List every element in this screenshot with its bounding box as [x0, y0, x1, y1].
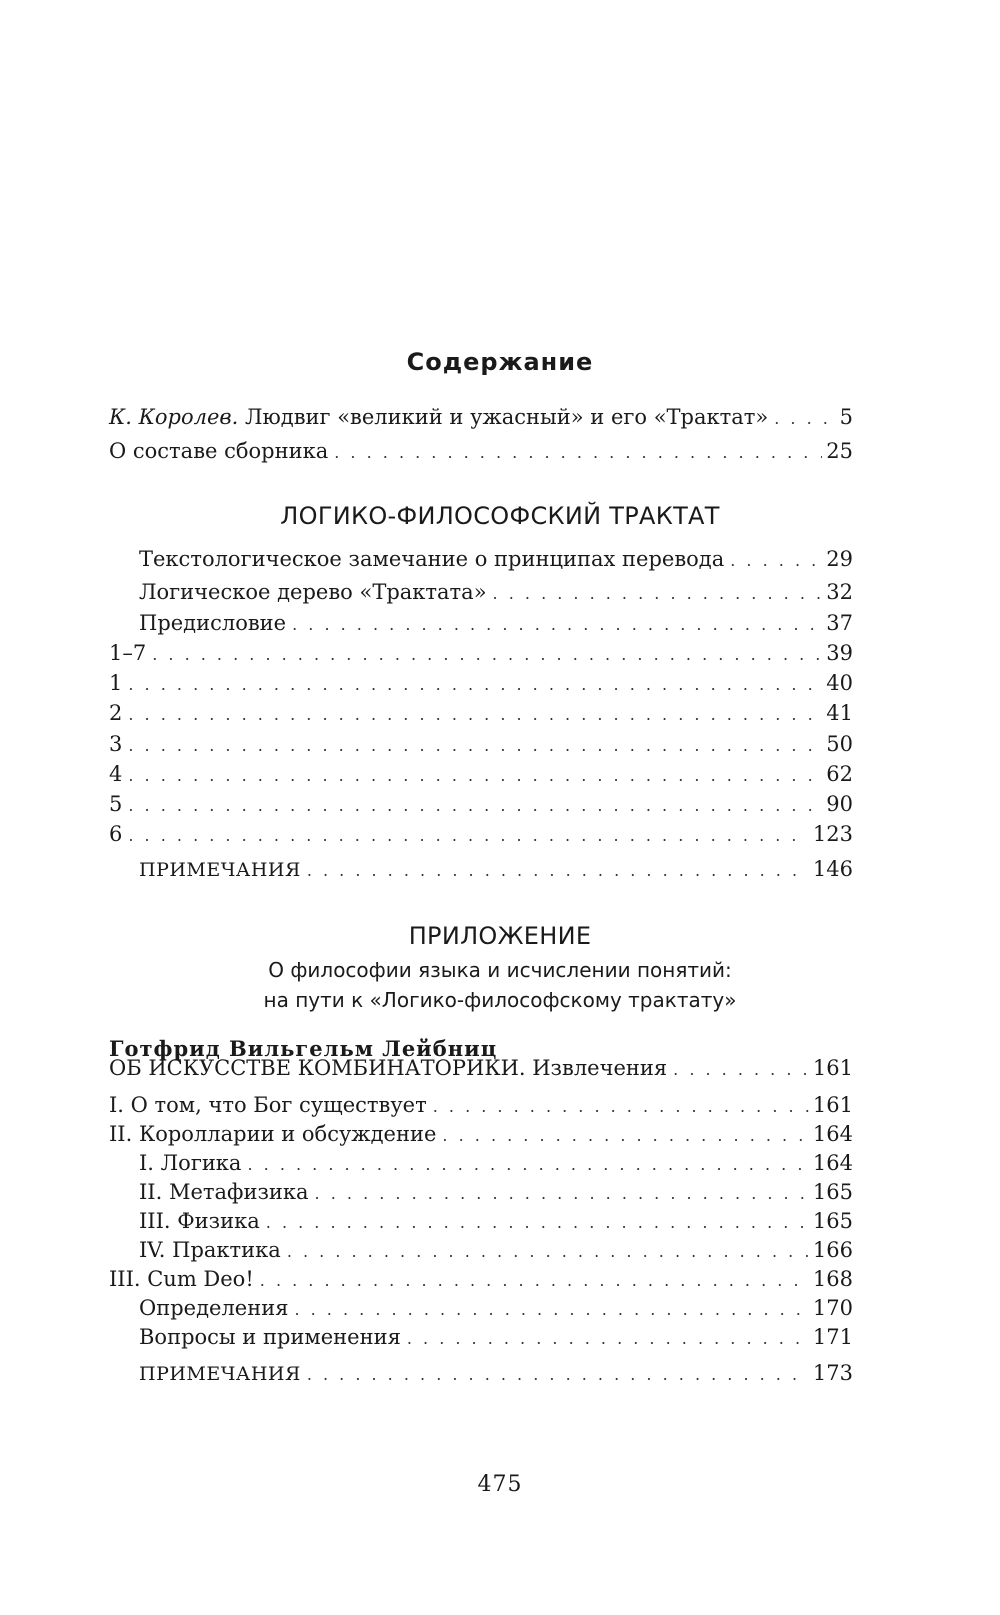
toc-title: ПРИМЕЧАНИЯ — [139, 1363, 301, 1385]
toc-title: IV. Практика — [139, 1238, 281, 1262]
page-number: 475 — [477, 1472, 523, 1497]
toc-page-number: 41 — [826, 701, 853, 725]
toc-entry — [139, 1177, 853, 1209]
leader-dots — [128, 731, 822, 761]
toc-page-number: 166 — [812, 1238, 853, 1262]
toc-title: Предисловие — [139, 611, 287, 635]
toc-entry — [109, 1119, 853, 1151]
toc-entry — [109, 789, 853, 821]
toc-page-number: 37 — [826, 611, 853, 635]
toc-title: 1 — [109, 671, 123, 695]
toc-page-number: 161 — [812, 1093, 853, 1117]
toc-page-number: 170 — [812, 1296, 853, 1320]
leader-dots — [774, 404, 835, 434]
toc-entry-notes — [139, 854, 853, 886]
toc-entry-composition — [109, 436, 853, 468]
toc-entry — [109, 668, 853, 700]
leader-dots — [260, 1266, 809, 1296]
toc-title: III. Физика — [139, 1209, 260, 1233]
page-title: Содержание — [406, 348, 594, 376]
leader-dots — [315, 1179, 809, 1209]
toc-title: 6 — [109, 822, 123, 846]
toc-page-number: 171 — [812, 1325, 853, 1349]
toc-title: II. Метафизика — [139, 1180, 309, 1204]
toc-title: I. О том, что Бог существует — [109, 1093, 427, 1117]
toc-title: 2 — [109, 701, 123, 725]
toc-entry — [139, 577, 853, 609]
toc-title: 5 — [109, 792, 123, 816]
toc-title: III. Cum Deo! — [109, 1267, 254, 1291]
toc-page-number: 161 — [812, 1056, 853, 1080]
toc-title: ПРИМЕЧАНИЯ — [139, 859, 301, 881]
toc-entry — [139, 1322, 853, 1354]
appendix-subtitle-line2: на пути к «Логико-философскому трактату» — [263, 988, 737, 1012]
toc-page-number: 168 — [812, 1267, 853, 1291]
toc-title: II. Королларии и обсуждение — [109, 1122, 437, 1146]
toc-page-number: 164 — [812, 1151, 853, 1175]
leader-dots — [247, 1150, 808, 1180]
toc-title: Определения — [139, 1296, 289, 1320]
leader-dots — [128, 821, 809, 851]
toc-title: ОБ ИСКУССТВЕ КОМБИНАТОРИКИ. Извлечения — [109, 1056, 668, 1080]
toc-entry-intro-article — [109, 402, 853, 434]
toc-entry — [109, 1264, 853, 1296]
toc-entry — [139, 1206, 853, 1238]
toc-entry — [109, 819, 853, 851]
leader-dots — [294, 1295, 808, 1325]
toc-entry — [109, 759, 853, 791]
leader-dots — [442, 1121, 808, 1151]
appendix-author: Готфрид Вильгельм Лейбниц — [109, 1036, 498, 1061]
leader-dots — [307, 1360, 809, 1390]
toc-page-number: 173 — [812, 1361, 853, 1385]
toc-author: К. Королев. — [109, 405, 239, 429]
toc-entry-notes — [139, 1358, 853, 1390]
leader-dots — [407, 1324, 809, 1354]
leader-dots — [128, 791, 822, 821]
toc-page-number: 164 — [812, 1122, 853, 1146]
toc-page-number: 165 — [812, 1209, 853, 1233]
toc-page-number: 146 — [812, 857, 853, 881]
leader-dots — [334, 438, 822, 468]
toc-title: 3 — [109, 732, 123, 756]
leader-dots — [493, 579, 823, 609]
toc-title: Вопросы и применения — [139, 1325, 401, 1349]
toc-page-number: 50 — [826, 732, 853, 756]
leader-dots — [128, 670, 822, 700]
toc-entry — [139, 1235, 853, 1267]
toc-title: Текстологическое замечание о принципах перевода — [139, 547, 725, 571]
toc-entry — [109, 1090, 853, 1122]
toc-entry — [139, 544, 853, 576]
toc-entry — [109, 1053, 853, 1085]
toc-title: Логическое дерево «Трактата» — [139, 580, 487, 604]
toc-page-number: 123 — [812, 822, 853, 846]
leader-dots — [128, 761, 822, 791]
toc-entry — [139, 1293, 853, 1325]
section-heading-tractatus: ЛОГИКО-ФИЛОСОФСКИЙ ТРАКТАТ — [280, 502, 720, 530]
section-heading-appendix: ПРИЛОЖЕНИЕ — [408, 922, 592, 950]
toc-entry — [109, 698, 853, 730]
leader-dots — [307, 856, 809, 886]
toc-page-number: 40 — [826, 671, 853, 695]
leader-dots — [292, 610, 822, 640]
leader-dots — [128, 700, 822, 730]
toc-title: Людвиг «великий и ужасный» и его «Трактат» — [238, 405, 769, 429]
leader-dots — [673, 1055, 809, 1085]
toc-title: 4 — [109, 762, 123, 786]
leader-dots — [730, 546, 822, 576]
leader-dots — [266, 1208, 809, 1238]
toc-page-number: 62 — [826, 762, 853, 786]
toc-entry — [139, 1148, 853, 1180]
toc-page-number: 32 — [826, 580, 853, 604]
toc-entry — [109, 638, 853, 670]
toc-page-number: 90 — [826, 792, 853, 816]
toc-page-number: 29 — [826, 547, 853, 571]
toc-page-number: 5 — [839, 405, 853, 429]
toc-entry — [109, 729, 853, 761]
toc-title: I. Логика — [139, 1151, 242, 1175]
toc-page-number: 165 — [812, 1180, 853, 1204]
leader-dots — [433, 1092, 809, 1122]
toc-title: 1–7 — [109, 641, 147, 665]
toc-page-number: 25 — [826, 439, 853, 463]
leader-dots — [152, 640, 822, 670]
leader-dots — [287, 1237, 809, 1267]
appendix-subtitle-line1: О философии языка и исчислении понятий: — [268, 958, 732, 982]
toc-entry — [139, 608, 853, 640]
toc-title: О составе сборника — [109, 439, 329, 463]
toc-page-number: 39 — [826, 641, 853, 665]
